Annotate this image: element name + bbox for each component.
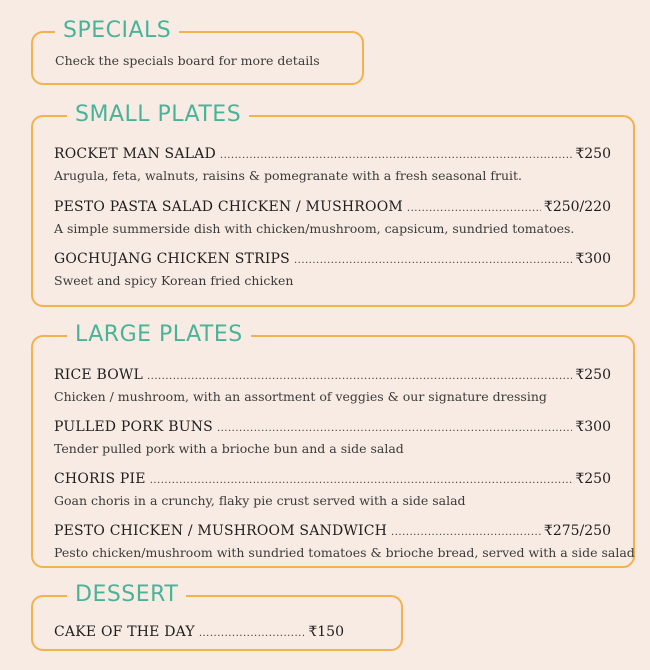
item-price: ₹300 bbox=[575, 251, 611, 267]
large-plates-section bbox=[31, 322, 635, 568]
item-name: PULLED PORK BUNS bbox=[54, 419, 213, 435]
item-name: GOCHUJANG CHICKEN STRIPS bbox=[54, 251, 290, 267]
specials-section bbox=[31, 18, 364, 85]
item-price: ₹250/220 bbox=[543, 199, 611, 215]
item-description: A simple summerside dish with chicken/mushroom, capsicum, sundried tomatoes. bbox=[54, 221, 575, 236]
item-name: CAKE OF THE DAY bbox=[54, 624, 195, 640]
item-description: Sweet and spicy Korean fried chicken bbox=[54, 273, 294, 288]
item-name: PESTO PASTA SALAD CHICKEN / MUSHROOM bbox=[54, 199, 403, 215]
specials-note: Check the specials board for more details bbox=[55, 53, 320, 68]
specials-title: SPECIALS bbox=[55, 17, 179, 45]
item-name: RICE BOWL bbox=[54, 367, 143, 383]
menu-item bbox=[54, 419, 611, 456]
item-description: Chicken / mushroom, with an assortment of veggies & our signature dressing bbox=[54, 389, 547, 404]
menu-item bbox=[54, 199, 611, 236]
item-price: ₹250 bbox=[575, 471, 611, 487]
item-price: ₹250 bbox=[575, 367, 611, 383]
dessert-title: DESSERT bbox=[67, 581, 186, 609]
item-price: ₹250 bbox=[575, 146, 611, 162]
leader-dots bbox=[407, 203, 541, 214]
item-description: Goan choris in a crunchy, flaky pie crust served with a side salad bbox=[54, 493, 466, 508]
item-name: ROCKET MAN SALAD bbox=[54, 146, 216, 162]
menu-item bbox=[54, 367, 611, 404]
leader-dots bbox=[147, 371, 572, 382]
item-name: PESTO CHICKEN / MUSHROOM SANDWICH bbox=[54, 523, 388, 539]
small-plates-title: SMALL PLATES bbox=[67, 101, 249, 129]
leader-dots bbox=[294, 255, 572, 266]
menu-item bbox=[54, 624, 344, 642]
leader-dots bbox=[220, 150, 572, 161]
item-description: Pesto chicken/mushroom with sundried tomatoes & brioche bread, served with a side salad bbox=[54, 545, 635, 560]
leader-dots bbox=[391, 527, 541, 538]
menu-item bbox=[54, 251, 611, 288]
menu-item bbox=[54, 523, 635, 560]
item-price: ₹275/250 bbox=[543, 523, 611, 539]
leader-dots bbox=[217, 423, 572, 434]
leader-dots bbox=[150, 475, 573, 486]
item-description: Tender pulled pork with a brioche bun and a side salad bbox=[54, 441, 404, 456]
item-price: ₹150 bbox=[308, 624, 344, 640]
dessert-section bbox=[31, 582, 403, 651]
small-plates-section bbox=[31, 102, 635, 307]
large-plates-title: LARGE PLATES bbox=[67, 321, 251, 349]
item-name: CHORIS PIE bbox=[54, 471, 146, 487]
leader-dots bbox=[199, 628, 306, 639]
item-description: Arugula, feta, walnuts, raisins & pomegranate with a fresh seasonal fruit. bbox=[54, 168, 522, 183]
item-price: ₹300 bbox=[575, 419, 611, 435]
menu-item bbox=[54, 471, 611, 508]
menu-item bbox=[54, 146, 611, 183]
